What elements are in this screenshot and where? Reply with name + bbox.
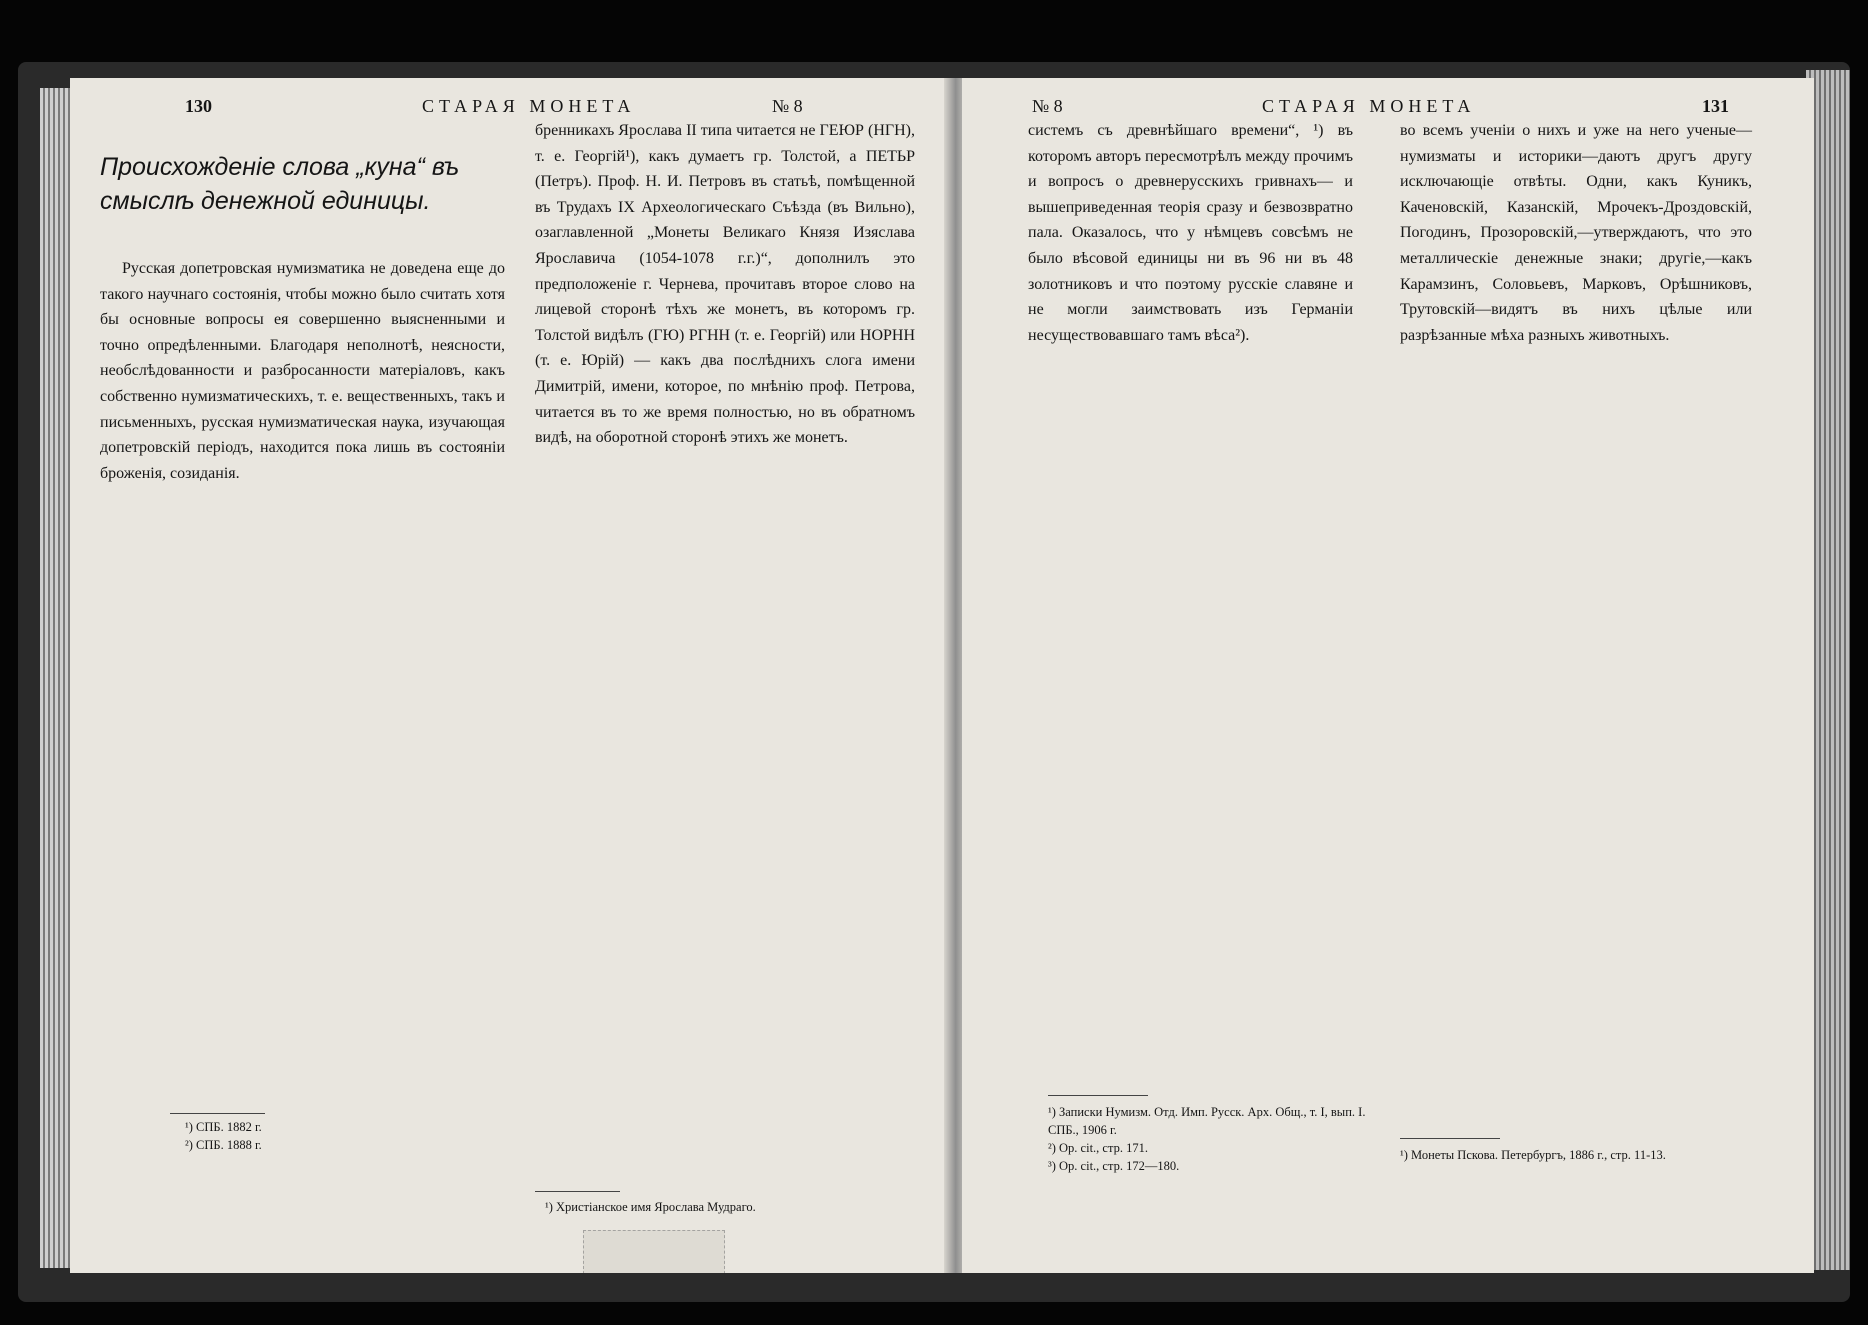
library-stamp [583,1230,725,1273]
right-page [962,78,1814,1273]
footnote-rule [170,1113,265,1114]
footnote: ¹) Монеты Пскова. Петербургъ, 1886 г., стр. 11-13. [1400,1148,1666,1162]
footnote: ³) Op. cit., стр. 172—180. [1048,1159,1180,1173]
article-title: Происхожденіе слова „куна“ въ смыслѣ денежной единицы. [100,153,460,215]
footnote-rule [1048,1095,1148,1096]
page-number: 130 [185,96,212,116]
footnotes [1048,1103,1368,1175]
page-number: 131 [1702,96,1729,116]
left-page-edges [40,88,74,1268]
left-column-1 [100,256,505,486]
footnotes [1400,1146,1760,1164]
footnote-rule [1400,1138,1500,1139]
footnotes [545,1198,900,1216]
left-column-2 [535,118,915,451]
right-column-1 [1028,118,1353,348]
paragraph: во всемъ ученіи о нихъ и уже на него ученые—нумизматы и историки—даютъ другъ другу исключающіе отвѣты. Одни, какъ Куникъ, Каченовскій, Казанскій, Мрочекъ-Дроздовскій, Погодинъ, Прозоровскій,—утверждаютъ, что это металлическіе денежные знаки; другіе,—какъ Карамзинъ, Соловьевъ, Марковъ, Орѣшниковъ, Трутовскій—видятъ въ нихъ цѣлые или разрѣзанные мѣха разныхъ животныхъ. [1400,122,1752,344]
footnotes [185,1118,510,1154]
paragraph: системъ съ древнѣйшаго времени“, ¹) въ которомъ авторъ пересмотрѣлъ между прочимъ и вопросъ о древнерусскихъ гривнахъ— и вышеприведенная теорія сразу и безвозвратно пала. Оказалось, что у нѣмцевъ совсѣмъ не было вѣсовой единицы ни въ 96 ни въ 48 золотниковъ и что поэтому русскіе славяне и не могли заимствовать изъ Германіи несуществовавшаго тамъ вѣса²). [1028,122,1353,344]
issue-number: № 8 [1032,96,1063,116]
footnote-rule [535,1191,620,1192]
left-page [70,78,951,1273]
paragraph: Русская допетровская нумизматика не доведена еще до такого научнаго состоянія, чтобы можно было считать хотя бы основные вопросы ея совершенно выясненными и точно опредѣленными. Благодаря неполнотѣ, неясности, необслѣдованности и разбросанности матеріаловъ, какъ собственно нумизматическихъ, т. е. вещественныхъ, такъ и письменныхъ, русская нумизматическая наука, изучающая допетровскій періодъ, находится пока лишь въ состояніи броженія, созиданія. [100,260,505,482]
running-title: СТАРАЯ МОНЕТА [422,96,636,116]
right-column-2 [1400,118,1752,348]
footnote: ¹) Записки Нумизм. Отд. Имп. Русск. Арх. Общ., т. I, вып. I. СПБ., 1906 г. [1048,1105,1366,1137]
footnote: ²) Op. cit., стр. 171. [1048,1141,1148,1155]
issue-number: № 8 [772,96,803,116]
paragraph: бренникахъ Ярослава II типа читается не ГЕЮР (НГН), т. е. Георгій¹), какъ думаетъ гр. Толстой, а ПЕТЬР (Петръ). Проф. Н. И. Петровъ въ статьѣ, помѣщенной въ Трудахъ IX Археологическаго Съѣзда (въ Вильно), озаглавленной „Монеты Великаго Князя Изяслава Ярославича (1054-1078 г.г.)“, дополнилъ это предположеніе г. Чернева, прочитавъ второе слово на лицевой сторонѣ тѣхъ же монетъ, въ которомъ гр. Толстой видѣлъ (ГЮ) РГНН (т. е. Георгій) или НОРНН (т. е. Юрій) — какъ два послѣднихъ слога имени Димитрій, имени, которое, по мнѣнію проф. Петрова, читается въ то же время полностью, но въ обратномъ видѣ, на оборотной сторонѣ этихъ же монетъ. [535,122,915,447]
footnote: ²) СПБ. 1888 г. [185,1138,262,1152]
footnote: ¹) Христіанское имя Ярослава Мудраго. [545,1200,756,1214]
running-title: СТАРАЯ МОНЕТА [1262,96,1476,116]
footnote: ¹) СПБ. 1882 г. [185,1120,262,1134]
